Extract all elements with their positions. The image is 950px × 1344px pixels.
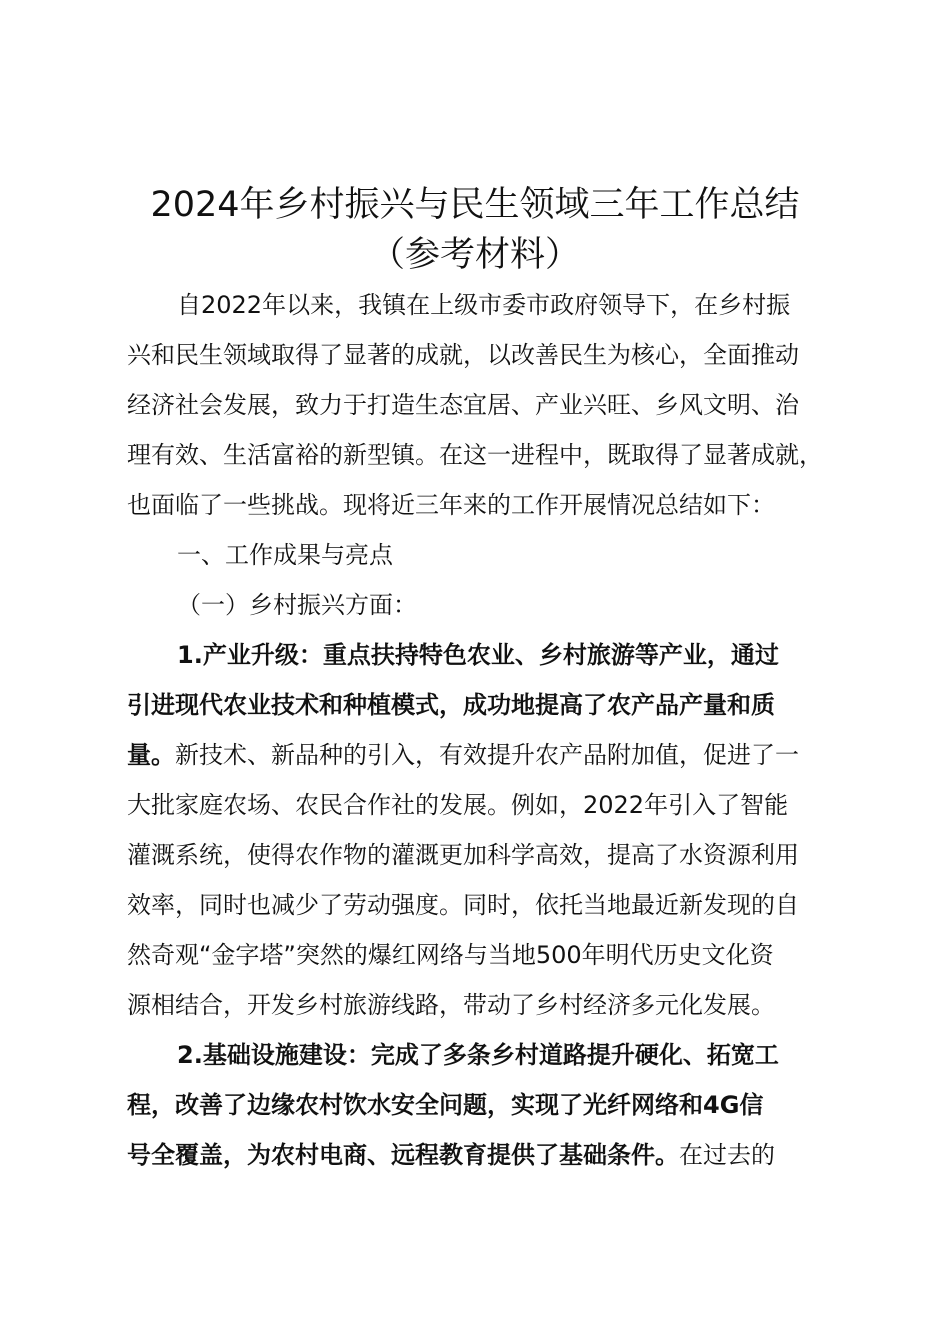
line-text: 经济社会发展，致力于打造生态宜居、产业兴旺、乡风文明、治 bbox=[127, 391, 799, 419]
heading-text: 一、工作成果与亮点 bbox=[177, 541, 393, 569]
paragraph-line bbox=[177, 280, 917, 330]
line-text: 源相结合，开发乡村旅游线路，带动了乡村经济多元化发展。 bbox=[127, 991, 775, 1019]
paragraph-line bbox=[127, 330, 867, 380]
line-text: 效率，同时也减少了劳动强度。同时，依托当地最近新发现的自 bbox=[127, 891, 799, 919]
bold-text: 号全覆盖，为农村电商、远程教育提供了基础条件。 bbox=[127, 1141, 679, 1169]
paragraph-line bbox=[177, 1030, 917, 1080]
document-title: 2024年乡村振兴与民生领域三年工作总结 bbox=[150, 185, 800, 225]
paragraph-line bbox=[127, 730, 867, 780]
paragraph-line bbox=[127, 1080, 867, 1130]
paragraph-line bbox=[177, 630, 917, 680]
line-text: 理有效、生活富裕的新型镇。在这一进程中，既取得了显著成就， bbox=[127, 441, 823, 469]
line-text: 灌溉系统，使得农作物的灌溉更加科学高效，提高了水资源利用 bbox=[127, 841, 799, 869]
paragraph-line bbox=[127, 680, 867, 730]
line-text: 兴和民生领域取得了显著的成就，以改善民生为核心，全面推动 bbox=[127, 341, 799, 369]
subsection-heading bbox=[177, 580, 917, 630]
paragraph-line bbox=[127, 380, 867, 430]
bold-text: 程，改善了边缘农村饮水安全问题，实现了光纤网络和4G信 bbox=[127, 1091, 764, 1119]
paragraph-line bbox=[127, 430, 867, 480]
line-text: 自2022年以来，我镇在上级市委市政府领导下，在乡村振 bbox=[177, 291, 791, 319]
line-text: 大批家庭农场、农民合作社的发展。例如，2022年引入了智能 bbox=[127, 791, 789, 819]
bold-text: 引进现代农业技术和种植模式，成功地提高了农产品产量和质 bbox=[127, 691, 775, 719]
paragraph-line bbox=[127, 980, 867, 1030]
line-text: 新技术、新品种的引入，有效提升农产品附加值，促进了一 bbox=[175, 741, 799, 769]
paragraph-line bbox=[127, 780, 867, 830]
line-text: 然奇观“金字塔”突然的爆红网络与当地500年明代历史文化资 bbox=[127, 941, 774, 969]
paragraph-line bbox=[127, 930, 867, 980]
document-subtitle: （参考材料） bbox=[369, 235, 580, 275]
bold-text: 2.基础设施建设：完成了多条乡村道路提升硬化、拓宽工 bbox=[177, 1041, 779, 1069]
line-text: 也面临了一些挑战。现将近三年来的工作开展情况总结如下： bbox=[127, 491, 775, 519]
bold-text: 量。 bbox=[127, 741, 175, 769]
paragraph-line bbox=[127, 830, 867, 880]
paragraph-line bbox=[127, 880, 867, 930]
section-heading bbox=[177, 530, 917, 580]
paragraph-line bbox=[127, 480, 867, 530]
heading-text: （一）乡村振兴方面： bbox=[177, 591, 417, 619]
bold-text: 1.产业升级：重点扶持特色农业、乡村旅游等产业，通过 bbox=[177, 641, 779, 669]
paragraph-line bbox=[127, 1130, 867, 1180]
line-text: 在过去的 bbox=[679, 1141, 775, 1169]
